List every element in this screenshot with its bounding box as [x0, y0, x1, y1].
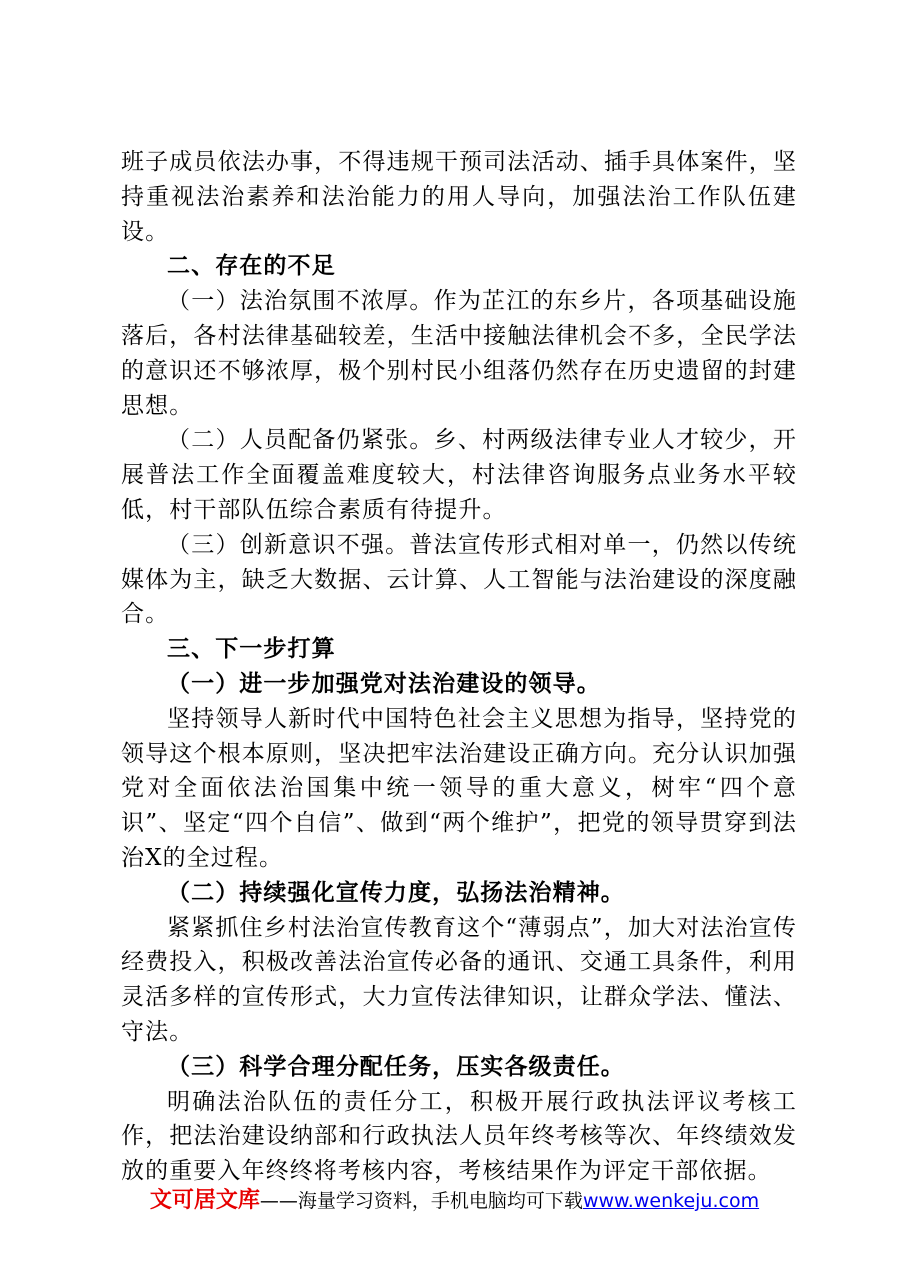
paragraph-next-step-1: 坚持领导人新时代中国特色社会主义思想为指导，坚持党的领导这个根本原则，坚决把牢法治建设正确方向。充分认识加强党对全面依法治国集中统一领导的重大意义，树牢“四个意识”、坚定“四个自信”、做到“两个维护”，把党的领导贯穿到法治X的全过程。 [121, 705, 797, 871]
section-heading-next-steps: 三、下一步打算 [167, 636, 336, 663]
paragraph-shortcoming-1: （一）法治氛围不浓厚。作为芷江的东乡片，各项基础设施落后，各村法律基础较差，生活中接触法律机会不多，全民学法的意识还不够浓厚，极个别村民小组落仍然存在历史遗留的封建思想。 [121, 288, 797, 419]
section-heading-shortcomings: 二、存在的不足 [167, 253, 336, 280]
footer-banner [0, 1183, 909, 1214]
paragraph-shortcoming-2: （二）人员配备仍紧张。乡、村两级法律专业人才较少，开展普法工作全面覆盖难度较大，村法律咨询服务点业务水平较低，村干部队伍综合素质有待提升。 [121, 427, 797, 523]
paragraph-next-step-3: 明确法治队伍的责任分工，积极开展行政执法评议考核工作，把法治建设纳部和行政执法人员年终考核等次、年终绩效发放的重要入年终终将考核内容，考核结果作为评定干部依据。 [121, 1088, 797, 1185]
subheading-next-step-1: （一）进一步加强党对法治建设的领导。 [167, 669, 601, 697]
paragraph-next-step-2: 紧紧抓住乡村法治宣传教育这个“薄弱点”，加大对法治宣传经费投入，积极改善法治宣传必备的通讯、交通工具条件，利用灵活多样的宣传形式，大力宣传法律知识，让群众学法、懂法、守法。 [121, 914, 797, 1045]
subheading-next-step-3: （三）科学合理分配任务，压实各级责任。 [167, 1052, 625, 1080]
paragraph-shortcoming-3: （三）创新意识不强。普法宣传形式相对单一，仍然以传统媒体为主，缺乏大数据、云计算、人工智能与法治建设的深度融合。 [121, 531, 797, 628]
footer-url-link[interactable]: www.wenkeju.com [582, 1190, 760, 1212]
subheading-next-step-2: （二）持续强化宣传力度，弘扬法治精神。 [167, 878, 625, 906]
document-body [121, 145, 797, 1189]
footer-brand: 文可居文库 [149, 1188, 260, 1213]
footer-tagline: ——海量学习资料，手机电脑均可下载 [259, 1190, 583, 1212]
paragraph-continued: 班子成员依法办事，不得违规干预司法活动、插手具体案件，坚持重视法治素养和法治能力的用人导向，加强法治工作队伍建设。 [121, 149, 797, 245]
